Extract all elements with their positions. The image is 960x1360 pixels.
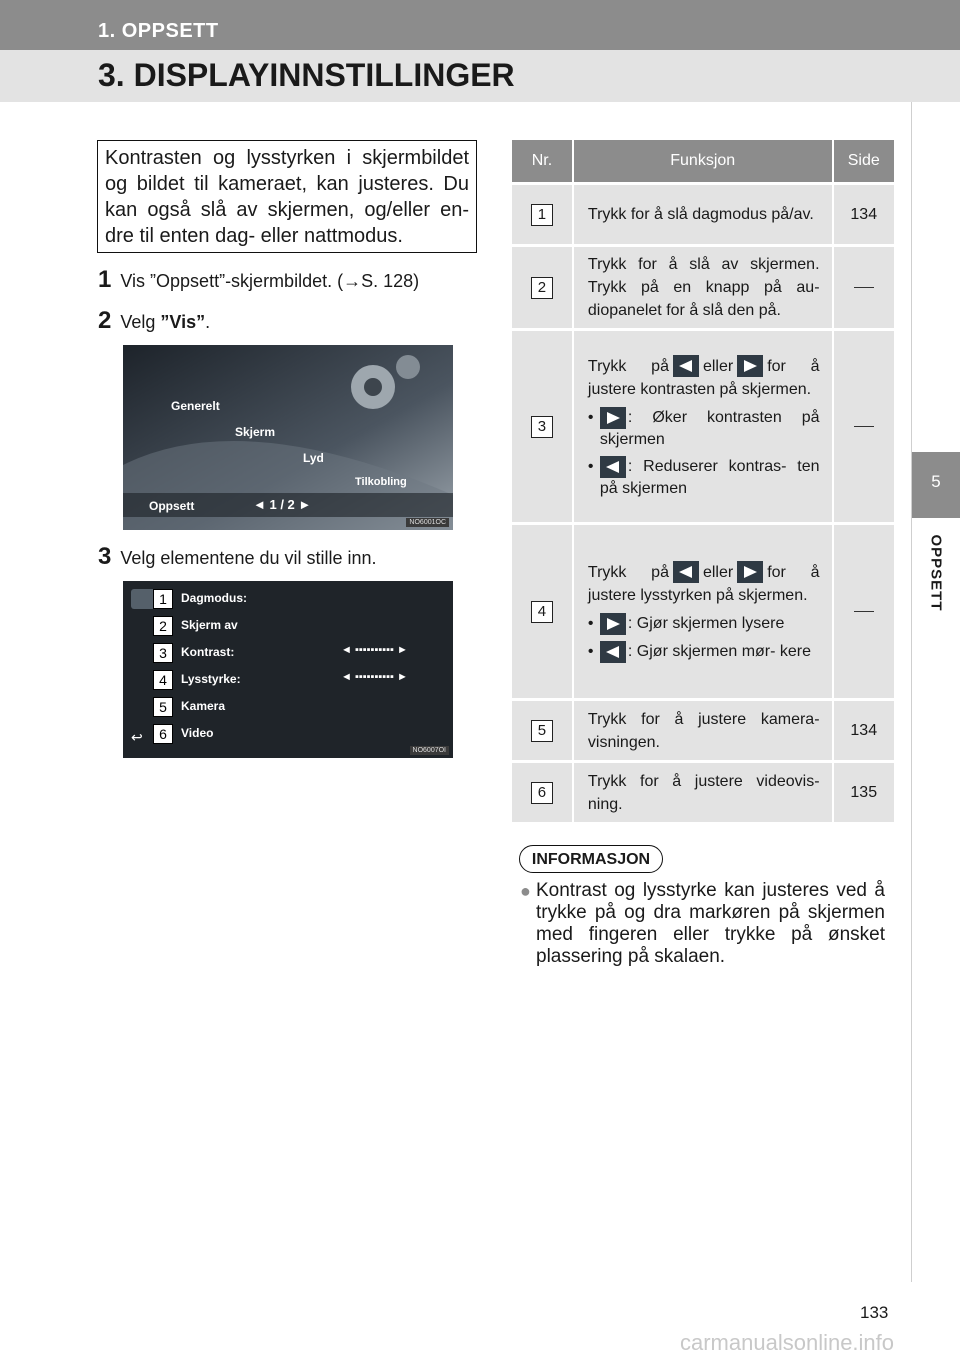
display-row-label[interactable]: Lysstyrke:	[181, 672, 241, 686]
row-function: Trykk for å slå av skjermen. Trykk på en knapp på au- diopanelet for å slå den på.	[572, 244, 832, 328]
row-number: 2	[531, 277, 553, 299]
left-arrow-icon	[673, 561, 699, 583]
back-icon: ↩	[131, 729, 143, 745]
page-indicator: ◄ 1 / 2 ►	[253, 497, 312, 512]
row-page	[854, 426, 874, 427]
row-number: 6	[531, 782, 553, 804]
table-row	[512, 760, 894, 822]
chapter-tab-label: OPPSETT	[927, 534, 945, 612]
watermark: carmanualsonline.info	[680, 1330, 895, 1355]
intro-box: Kontrasten og lysstyrken i skjermbildet og bildet til kameraet, kan justeres. Du kan også slå av skjermen, og/eller en- dre til enten dag- eller nattmodus.	[97, 140, 477, 253]
row-page	[854, 611, 874, 612]
info-badge: INFORMASJON	[519, 845, 663, 873]
menu-footer-label: Oppsett	[149, 499, 195, 513]
step-1: 1 Vis ”Oppsett”-skjermbildet. (→S. 128)	[98, 266, 420, 293]
bullet-item: • : Øker kontrasten på skjermen	[587, 408, 820, 448]
row-number: 5	[531, 720, 553, 742]
left-arrow-icon	[600, 641, 626, 663]
display-row-label[interactable]: Dagmodus:	[181, 591, 247, 605]
table-row	[512, 328, 894, 522]
row-page	[854, 287, 874, 288]
row-function: Trykk for å justere kamera- visningen.	[572, 698, 832, 760]
function-table	[512, 140, 894, 822]
image-code: NO6001OC	[406, 518, 449, 527]
row-function: Trykk på eller for å justere kontrasten på skjermen. • : Øker kontrasten på skjermen • : Reduserer kontras- ten på skjermen	[572, 328, 832, 522]
section-label: 1. OPPSETT	[98, 20, 219, 42]
page-title: 3. DISPLAYINNSTILLINGER	[98, 57, 515, 93]
row-number: 1	[531, 204, 553, 226]
right-arrow-icon	[600, 613, 626, 635]
menu-item-generelt: Generelt	[171, 399, 220, 413]
right-arrow-icon	[737, 355, 763, 377]
display-row-number: 1	[153, 589, 173, 609]
display-row-number: 4	[153, 670, 173, 690]
right-arrow-icon	[737, 561, 763, 583]
header-funksjon: Funksjon	[572, 140, 832, 182]
side-divider	[911, 102, 912, 1282]
left-arrow-icon	[600, 456, 626, 478]
table-row	[512, 244, 894, 328]
table-row	[512, 182, 894, 244]
bullet-icon: ●	[520, 881, 531, 901]
display-row-slider[interactable]: ◄ ▪▪▪▪▪▪▪▪▪▪ ►	[341, 644, 408, 656]
left-arrow-icon	[673, 355, 699, 377]
row-page: 135	[832, 760, 894, 822]
row-page: 134	[832, 698, 894, 760]
step-2: 2 Velg ”Vis”.	[98, 307, 211, 334]
bullet-item: • : Gjør skjermen lysere	[588, 613, 820, 635]
display-row-number: 2	[153, 616, 173, 636]
table-row	[512, 522, 894, 698]
menu-item-skjerm: Skjerm	[235, 425, 276, 439]
chapter-tab-number: 5	[912, 452, 960, 518]
row-function: Trykk på eller for å justere lysstyrken på skjermen. • : Gjør skjermen lysere • : Gjør skjermen mør- kere	[572, 522, 832, 698]
page-number: 133	[860, 1303, 889, 1322]
display-row-slider[interactable]: ◄ ▪▪▪▪▪▪▪▪▪▪ ►	[341, 671, 408, 683]
display-row-number: 5	[153, 697, 173, 717]
step-3: 3 Velg elementene du vil stille inn.	[98, 543, 377, 570]
display-row-label[interactable]: Kontrast:	[181, 645, 235, 659]
table-row	[512, 698, 894, 760]
image-code: NO6007OI	[410, 746, 449, 755]
display-row-label[interactable]: Video	[181, 726, 214, 740]
info-text: Kontrast og lysstyrke kan justeres ved å trykke på og dra markøren på skjermen med fingeren eller trykke på ønsket plassering på skalaen.	[536, 880, 885, 967]
info-note	[520, 880, 885, 968]
row-function: Trykk for å slå dagmodus på/av.	[572, 182, 832, 244]
display-row-label[interactable]: Skjerm av	[181, 618, 238, 632]
bullet-item: • : Gjør skjermen mør- kere	[588, 641, 820, 663]
row-page: 134	[832, 182, 894, 244]
display-row-number: 3	[153, 643, 173, 663]
display-row-label[interactable]: Kamera	[181, 699, 226, 713]
bullet-item: • : Reduserer kontras- ten på skjermen	[587, 457, 820, 497]
menu-item-tilkobling: Tilkobling	[355, 476, 407, 488]
header-side: Side	[832, 140, 894, 182]
row-number: 3	[531, 416, 553, 438]
header-nr: Nr.	[512, 140, 572, 182]
right-arrow-icon	[600, 407, 626, 429]
display-row-number: 6	[153, 724, 173, 744]
display-screen-image	[123, 581, 453, 758]
setup-screen-image	[123, 345, 453, 530]
row-function: Trykk for å justere videovis- ning.	[572, 760, 832, 822]
menu-item-lyd: Lyd	[303, 451, 324, 465]
row-number: 4	[531, 601, 553, 623]
